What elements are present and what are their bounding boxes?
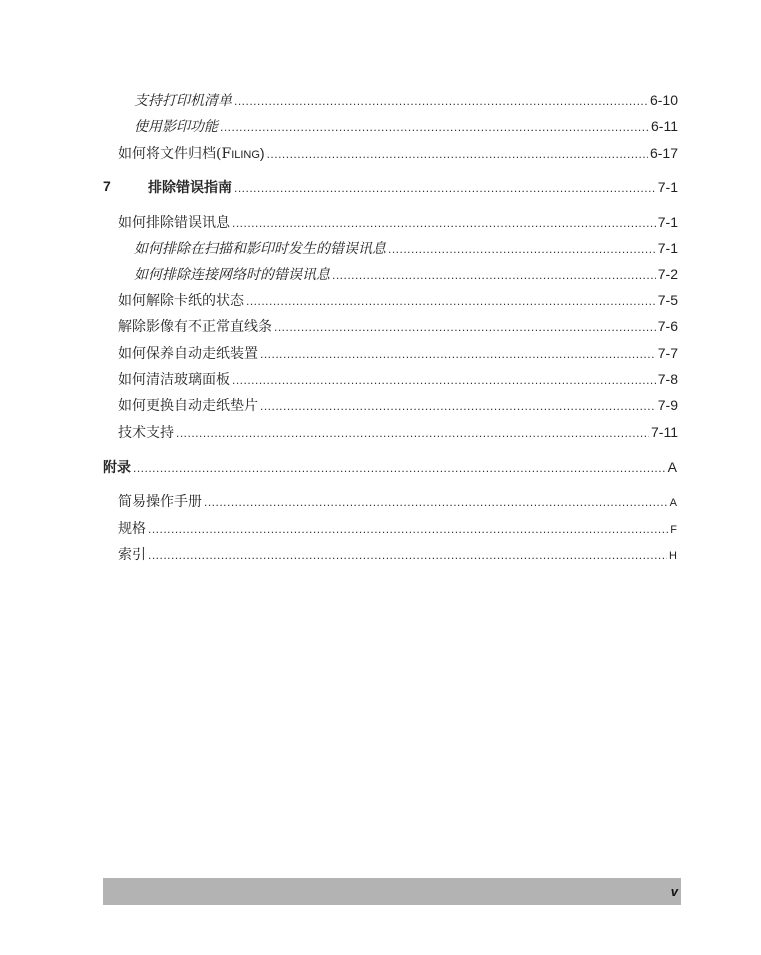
toc-entry-label: 如何更换自动走纸垫片	[118, 398, 258, 414]
toc-entry-page: F	[670, 524, 677, 536]
toc-entry-page: 7-5	[657, 292, 678, 308]
chapter-number: 7	[103, 178, 111, 194]
toc-entry-page: A	[667, 459, 677, 475]
toc-entry-clean-glass[interactable]	[118, 370, 678, 389]
toc-entry-page: 7-8	[657, 371, 678, 387]
toc-entry-network-errors[interactable]	[134, 265, 678, 284]
toc-entry-copy-function[interactable]	[134, 117, 678, 136]
toc-entry-label: 解除影像有不正常直线条	[118, 319, 272, 335]
page-footer-bar	[103, 878, 681, 905]
toc-entry-page: 7-2	[657, 266, 678, 282]
toc-entry-page: 7-9	[657, 397, 678, 413]
toc-entry-page: 7-1	[657, 214, 678, 230]
toc-entry-paper-jam[interactable]	[118, 291, 678, 310]
toc-leader-dots	[234, 179, 656, 197]
toc-leader-dots	[148, 520, 668, 538]
toc-entry-label: 使用影印功能	[134, 119, 218, 135]
toc-entry-error-messages[interactable]	[118, 213, 678, 232]
toc-entry-label: 规格	[118, 521, 146, 537]
toc-entry-label: 如何保养自动走纸装置	[118, 346, 258, 362]
toc-entry-label: 如何排除连接网络时的错误讯息	[134, 267, 330, 283]
toc-entry-label: 如何排除在扫描和影印时发生的错误讯息	[134, 241, 386, 257]
toc-leader-dots	[246, 292, 656, 310]
page-number: v	[670, 884, 678, 899]
toc-entry-page: H	[669, 550, 677, 562]
toc-entry-specifications[interactable]	[118, 520, 677, 539]
toc-entry-label: 如何将文件归档(FILING)	[118, 145, 265, 162]
toc-leader-dots	[232, 371, 656, 389]
toc-entry-label: 简易操作手册	[118, 494, 202, 510]
toc-entry-page: 6-11	[651, 118, 678, 134]
toc-entry-page: 7-6	[657, 318, 678, 334]
toc-entry-page: 6-10	[649, 92, 678, 108]
toc-entry-replace-pad[interactable]	[118, 396, 678, 415]
toc-entry-quick-guide[interactable]	[118, 493, 677, 512]
toc-leader-dots	[388, 240, 656, 258]
toc-entry-label: 支持打印机清单	[134, 93, 232, 109]
toc-entry-page: 6-17	[649, 145, 678, 161]
toc-leader-dots	[220, 118, 649, 136]
toc-entry-tech-support[interactable]	[118, 423, 678, 442]
toc-entry-chapter-7[interactable]	[148, 178, 678, 197]
toc-leader-dots	[274, 318, 656, 336]
toc-leader-dots	[176, 424, 649, 442]
toc-entry-scan-copy-errors[interactable]	[134, 239, 678, 258]
toc-entry-abnormal-lines[interactable]	[118, 317, 678, 336]
toc-leader-dots	[332, 266, 656, 284]
toc-leader-dots	[267, 145, 648, 163]
toc-entry-label: 索引	[118, 547, 146, 563]
toc-entry-page: 7-1	[657, 240, 678, 256]
toc-leader-dots	[232, 214, 656, 232]
toc-entry-page: 7-11	[651, 424, 678, 440]
toc-entry-printer-list[interactable]	[134, 91, 678, 110]
toc-leader-dots	[234, 92, 648, 110]
toc-entry-label: 如何解除卡纸的状态	[118, 293, 244, 309]
toc-leader-dots	[260, 345, 656, 363]
toc-entry-appendix[interactable]	[103, 458, 677, 477]
toc-entry-label: 技术支持	[118, 425, 174, 441]
toc-entry-index[interactable]	[118, 546, 677, 565]
toc-entry-label: 如何清洁玻璃面板	[118, 372, 230, 388]
toc-leader-dots	[133, 459, 666, 477]
toc-entry-label: 如何排除错误讯息	[118, 215, 230, 231]
toc-entry-label: 排除错误指南	[148, 180, 232, 196]
toc-entry-label: 附录	[103, 460, 131, 476]
toc-leader-dots	[148, 546, 667, 564]
toc-entry-adf-maintenance[interactable]	[118, 344, 678, 363]
toc-leader-dots	[260, 397, 656, 415]
toc-entry-page: 7-1	[657, 179, 678, 195]
toc-entry-filing[interactable]	[118, 144, 678, 164]
toc-entry-page: A	[669, 497, 677, 509]
toc-leader-dots	[204, 493, 668, 511]
toc-entry-page: 7-7	[657, 345, 678, 361]
